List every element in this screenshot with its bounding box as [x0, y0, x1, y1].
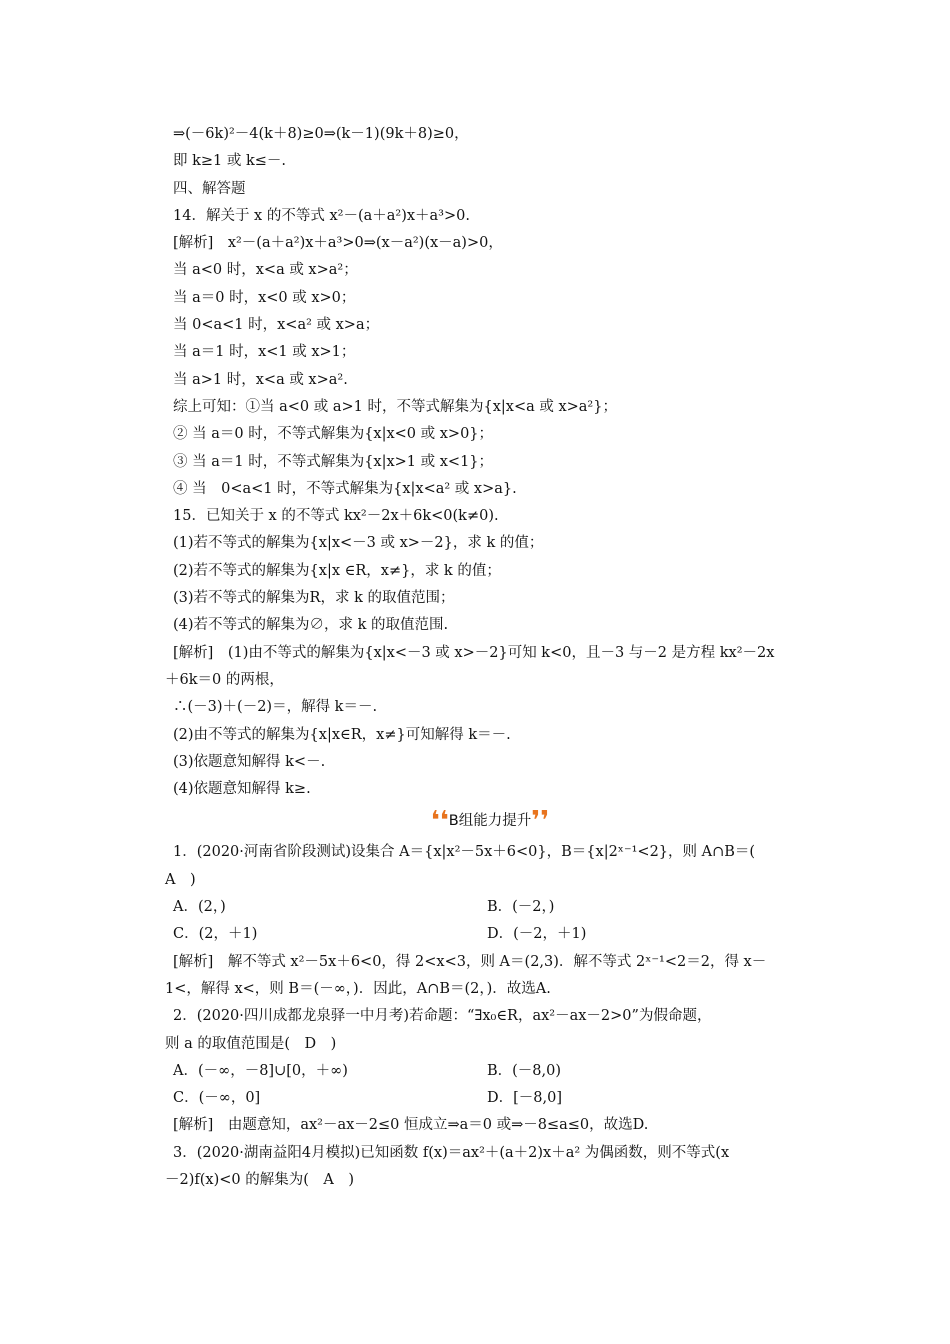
text-line: (3)依题意知解得 k<－. [173, 753, 326, 770]
question-3 [165, 1140, 815, 1195]
question-2-stem-cont: 则 a 的取值范围是( D ) [165, 1035, 337, 1052]
question-1-analysis-cont: 1<，解得 x<，则 B＝(－∞，)．因此，A∩B＝(2，)．故选A. [165, 980, 551, 997]
option-b: B．(－8,0) [487, 1062, 562, 1079]
option-b: B．(－2，) [487, 899, 555, 916]
text-line: 15．已知关于 x 的不等式 kx²－2x＋6k<0(k≠0). [173, 508, 499, 525]
text-line: ∴(－3)＋(－2)＝，解得 k＝－. [173, 699, 378, 716]
option-d: D．[－8,0] [487, 1090, 562, 1107]
question-1 [165, 839, 815, 1003]
text-line: (4)依题意知解得 k≥. [173, 781, 311, 798]
text-line: (2)由不等式的解集为{x|x∈R，x≠}可知解得 k＝－. [173, 726, 511, 743]
question-1-options-row [165, 921, 815, 948]
text-line: (2)若不等式的解集为{x|x ∈R，x≠}，求 k 的值； [173, 562, 501, 579]
question-1-analysis: [解析] 解不等式 x²－5x＋6<0，得 2<x<3，则 A＝(2,3)．解不等式 2ˣ⁻¹<2＝2，得 x－ [173, 953, 767, 970]
text-line: 综上可知：①当 a<0 或 a>1 时，不等式解集为{x|x<a 或 x>a²}； [173, 398, 617, 415]
document-content [165, 121, 815, 1194]
option-a: A．(－∞，－8]∪[0，＋∞) [173, 1062, 348, 1079]
question-1-stem: 1．(2020·河南省阶段测试)设集合 A＝{x|x²－5x＋6<0}，B＝{x|2ˣ⁻¹<2}，则 A∩B＝( [173, 844, 756, 861]
text-line: 四、解答题 [173, 180, 246, 197]
text-line: 当 a<0 时，x<a 或 x>a²； [173, 262, 358, 279]
question-1-answer: A ) [165, 871, 196, 888]
question-2-options-row [165, 1085, 815, 1112]
question-1-options-row [165, 894, 815, 921]
option-d: D．(－2，＋1) [487, 926, 587, 943]
text-line: (4)若不等式的解集为∅，求 k 的取值范围. [173, 617, 449, 634]
option-c: C．(2，＋1) [173, 926, 258, 943]
section-b-title: B组能力提升 [448, 813, 532, 830]
question-2 [165, 1003, 815, 1139]
question-2-analysis: [解析] 由题意知，ax²－ax－2≤0 恒成立⇒a＝0 或⇒－8≤a≤0，故选D. [173, 1117, 649, 1134]
text-line: [解析] x²－(a＋a²)x＋a³>0⇒(x－a²)(x－a)>0， [173, 235, 503, 252]
option-c: C．(－∞，0] [173, 1090, 261, 1107]
close-quote-icon: ❜❜ [531, 806, 550, 837]
text-line: 当 a＝0 时，x<0 或 x>0； [173, 289, 356, 306]
text-line: 14．解关于 x 的不等式 x²－(a＋a²)x＋a³>0. [173, 207, 470, 224]
question-3-stem: 3．(2020·湖南益阳4月模拟)已知函数 f(x)＝ax²＋(a＋2)x＋a² 为偶函数，则不等式(x [173, 1144, 730, 1161]
text-line: (3)若不等式的解集为R，求 k 的取值范围； [173, 590, 455, 607]
text-line: ② 当 a＝0 时，不等式解集为{x|x<0 或 x>0}； [173, 426, 494, 443]
text-line: ＋6k＝0 的两根， [165, 671, 284, 688]
text-line: ③ 当 a＝1 时，不等式解集为{x|x>1 或 x<1}； [173, 453, 494, 470]
option-a: A．(2，) [173, 899, 226, 916]
text-line: (1)若不等式的解集为{x|x<－3 或 x>－2}，求 k 的值； [173, 535, 544, 552]
text-line: [解析] (1)由不等式的解集为{x|x<－3 或 x>－2}可知 k<0，且－3 与－2 是方程 kx²－2x [173, 644, 775, 661]
section-b-banner [165, 803, 815, 839]
question-2-options-row [165, 1058, 815, 1085]
question-3-stem-cont: －2)f(x)<0 的解集为( A ) [165, 1171, 355, 1188]
question-2-stem: 2．(2020·四川成都龙泉驿一中月考)若命题：“∃x₀∈R，ax²－ax－2>0”为假命题， [173, 1008, 712, 1025]
text-line: 当 a＝1 时，x<1 或 x>1； [173, 344, 356, 361]
text-line: ⇒(－6k)²－4(k＋8)≥0⇒(k－1)(9k＋8)≥0， [173, 126, 469, 142]
text-line: 当 0<a<1 时，x<a² 或 x>a； [173, 317, 380, 334]
section-a [165, 121, 815, 803]
text-line: 当 a>1 时，x<a 或 x>a². [173, 371, 348, 388]
open-quote-icon: ❛❛ [430, 806, 449, 837]
text-line: 即 k≥1 或 k≤－. [173, 153, 287, 170]
text-line: ④ 当 0<a<1 时，不等式解集为{x|x<a² 或 x>a}. [173, 480, 517, 497]
